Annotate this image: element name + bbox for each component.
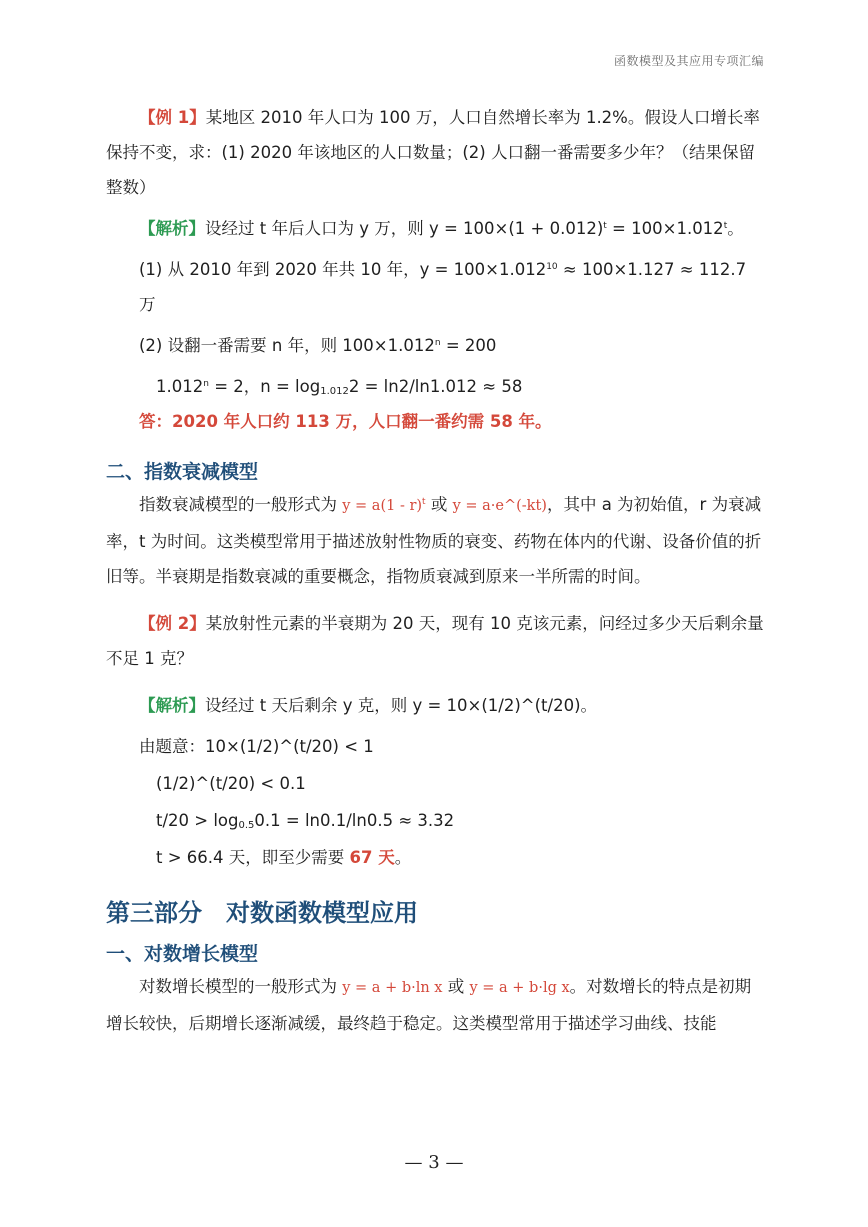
step-text: (2) 设翻一番需要 n 年，则 100×1.012 <box>139 336 435 355</box>
example-1-analysis-tag: 【解析】 <box>139 219 205 238</box>
example-1-question <box>106 100 766 205</box>
example-1-text: 某地区 2010 年人口为 100 万，人口自然增长率为 1.2%。假设人口增长率保持不变，求：(1) 2020 年该地区的人口数量；(2) 人口翻一番需要多少年？（结果保留整数） <box>106 108 760 197</box>
exponent: t <box>422 497 426 507</box>
example-1-answer: 答：2020 年人口约 113 万，人口翻一番约需 58 年。 <box>139 412 552 431</box>
example-1-step-1 <box>106 252 766 322</box>
page-content <box>106 100 766 1041</box>
paragraph-text: 。对数增长的特点是初期增长较快，后期增长逐渐减缓，最终趋于稳定。这类模型常用于描述学习曲线、技能 <box>106 977 752 1033</box>
paragraph-text: 指数衰减模型的一般形式为 <box>139 495 343 514</box>
example-2-question <box>106 606 766 676</box>
subscript: 1.012 <box>320 386 349 397</box>
formula: y = a + b·lg x <box>469 980 570 996</box>
example-2-step-4 <box>106 840 766 875</box>
example-2-analysis <box>106 688 766 723</box>
example-2-step-2: (1/2)^(t/20) < 0.1 <box>156 774 306 793</box>
example-2-analysis-tag: 【解析】 <box>139 696 205 715</box>
step-text: = 200 <box>440 336 497 355</box>
page-number: — 3 — <box>404 1152 464 1173</box>
analysis-text: 设经过 t 天后剩余 y 克，则 y = 10×(1/2)^(t/20)。 <box>205 696 598 715</box>
example-1-analysis <box>106 211 766 246</box>
example-2-step-1: 由题意：10×(1/2)^(t/20) < 1 <box>139 737 374 756</box>
formula: y = a(1 - r) <box>342 498 423 514</box>
exponent: n <box>434 338 441 348</box>
analysis-text: 。 <box>727 219 744 238</box>
running-header: 函数模型及其应用专项汇编 <box>613 54 764 68</box>
step-text: 0.1 = ln0.1/ln0.5 ≈ 3.32 <box>254 811 455 830</box>
exponent: n <box>203 379 209 389</box>
example-2-text: 某放射性元素的半衰期为 20 天，现有 10 克该元素，问经过多少天后剩余量不足 1 克？ <box>106 614 764 668</box>
example-1-tag: 【例 1】 <box>139 108 206 127</box>
step-text: t > 66.4 天，即至少需要 <box>156 848 350 867</box>
part-heading: 第三部分 对数函数模型应用 <box>106 899 418 927</box>
exponent: 10 <box>546 262 558 272</box>
step-text: = 2，n = log <box>208 377 321 396</box>
step-text: 。 <box>394 848 412 867</box>
paragraph-text: ，其中 a 为初始值，r 为衰减率，t 为时间。这类模型常用于描述放射性物质的衰变、药物在体内的代谢、设备价值的折旧等。半衰期是指数衰减的重要概念，指物质衰减到原来一半所需的时间。 <box>106 495 762 586</box>
exponent: t <box>723 221 728 231</box>
example-2-tag: 【例 2】 <box>139 614 206 633</box>
paragraph-text: 对数增长模型的一般形式为 <box>139 977 343 996</box>
step-text: 1.012 <box>156 377 204 396</box>
paragraph-text: 或 <box>442 977 470 996</box>
example-1-step-2 <box>106 328 766 363</box>
example-1-step-3 <box>106 369 766 404</box>
step-text: t/20 > log <box>156 811 239 830</box>
formula: y = a·e^(-kt) <box>452 498 547 514</box>
analysis-text: 设经过 t 年后人口为 y 万，则 y = 100×(1 + 0.012) <box>205 219 604 238</box>
subscript: 0.5 <box>238 820 255 831</box>
section-2-paragraph <box>106 487 766 594</box>
step-text: 2 = ln2/ln1.012 ≈ 58 <box>348 377 523 396</box>
exponent: t <box>603 221 607 231</box>
formula: y = a + b·ln x <box>342 980 443 996</box>
example-2-step-3 <box>106 803 766 838</box>
section-3-paragraph <box>106 969 766 1041</box>
step-text: ≈ 100×1.127 ≈ 112.7 万 <box>139 260 747 314</box>
step-text: (1) 从 2010 年到 2020 年共 10 年，y = 100×1.012 <box>139 260 547 279</box>
analysis-text: = 100×1.012 <box>606 219 724 238</box>
section-heading-log-growth: 一、对数增长模型 <box>106 943 259 965</box>
emphasis: 67 天 <box>349 848 395 867</box>
paragraph-text: 或 <box>425 495 453 514</box>
section-heading-exponential-decay: 二、指数衰减模型 <box>106 461 259 483</box>
